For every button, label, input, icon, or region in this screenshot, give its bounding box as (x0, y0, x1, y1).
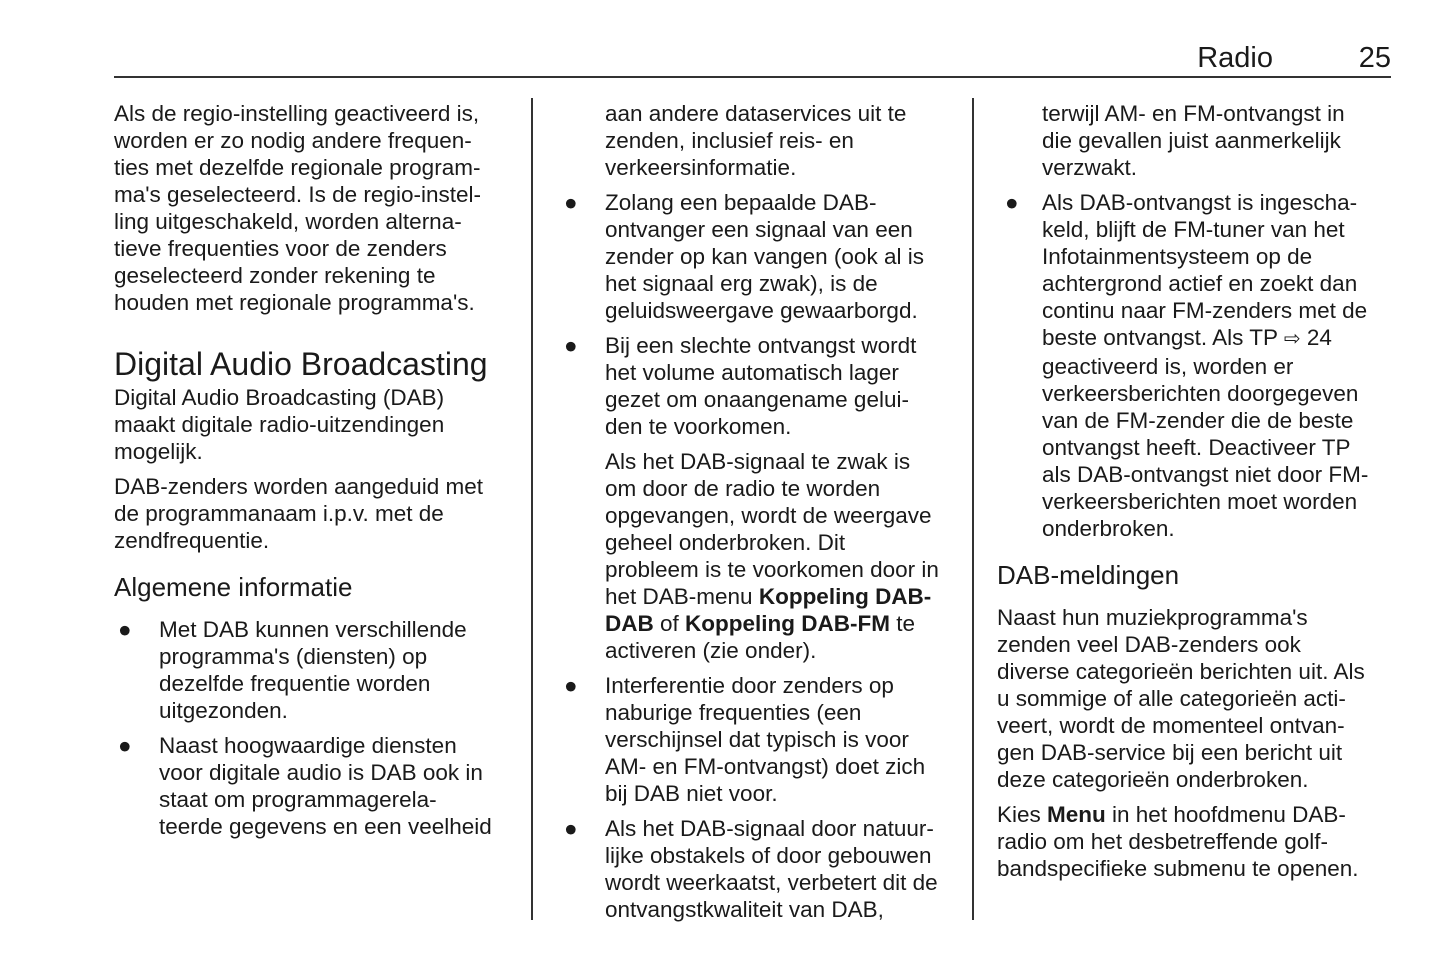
dab-messages-paragraph: Naast hun muziekprogramma's zenden veel DAB-zenders ook diverse categorieën berichten uit. Als u sommige of alle categorieën acti- veert, wordt de momenteel ontvan- gen DAB-service bij een bericht uit deze categorieën onderbroken. (997, 605, 1365, 792)
menu-instruction-paragraph: Kies Menu in het hoofdmenu DAB- radio om het desbetreffende golf- bandspecifieke submenu te openen. (997, 802, 1359, 881)
dab-station-paragraph: DAB-zenders worden aangeduid met de programmanaam i.p.v. met de zendfrequentie. (114, 474, 483, 553)
bullet-icon: ● (564, 333, 578, 358)
page-reference[interactable]: 24 (1300, 325, 1332, 350)
section-heading: Digital Audio Broadcasting (114, 346, 488, 382)
list-item: ● Bij een slechte ontvangst wordt het volume automatisch lager gezet om onaangename gelui- den te voorkomen. (564, 333, 917, 439)
column-divider (972, 98, 974, 920)
menu-option-ref: Koppeling DAB- (758, 584, 932, 609)
bullet-icon: ● (118, 733, 132, 758)
list-item: ● Als het DAB-signaal door natuur- lijke obstakels of door gebouwen wordt weerkaatst, verbetert dit de ontvangstkwaliteit van DAB, (564, 816, 938, 922)
column-divider (531, 98, 533, 920)
list-item: ● Naast hoogwaardige diensten voor digitale audio is DAB ook in staat om programmagerela- teerde gegevens en een veelheid (118, 733, 492, 839)
column-3 (997, 100, 1397, 890)
list-item: ● Zolang een bepaalde DAB- ontvanger een signaal van een zender op kan vangen (ook al is het signaal erg zwak), is de geluidsweergave gewaarborgd. (564, 190, 924, 323)
bullet-icon: ● (564, 673, 578, 698)
page-header (114, 40, 1391, 78)
bullet-icon: ● (564, 816, 578, 841)
bullet-icon: ● (564, 190, 578, 215)
page-number: 25 (1358, 42, 1391, 74)
menu-option-ref: DAB (605, 611, 654, 636)
section-title: Radio (1197, 42, 1273, 74)
subheading: Algemene informatie (114, 572, 353, 602)
column-2 (560, 100, 960, 931)
list-item-continuation: terwijl AM- en FM-ontvangst in die gevallen juist aanmerkelijk verzwakt. (1042, 101, 1345, 180)
page-reference-arrow-icon: ⇨ (1283, 328, 1301, 350)
list-item-paragraph: Als het DAB-signaal te zwak is om door de radio te worden opgevangen, wordt de weergave geheel onderbroken. Dit probleem is te voorkomen door in het DAB-menu Koppeling DAB- DAB of Koppeling DAB-FM te activeren (zie onder). (605, 449, 939, 663)
bullet-icon: ● (1005, 190, 1019, 215)
list-item: ● Als DAB-ontvangst is ingescha- keld, blijft de FM-tuner van het Infotainmentsysteem op de achtergrond actief en zoekt dan continu naar FM-zenders met de beste ontvangst. Als TP ⇨ 24 geactiveerd is, worden er verkeersberichten doorgegeven van de FM-zender die de beste ontvangst heeft. Deactiveer TP als DAB-ontvangst niet door FM- verkeersberichten moet worden onderbroken. (1005, 190, 1369, 541)
column-1 (114, 100, 514, 848)
intro-paragraph: Als de regio-instelling geactiveerd is, worden er zo nodig andere frequen- ties met dezelfde regionale program- ma's geselecteerd. Is de regio-instel- ling uitgeschakeld, worden alterna- tieve frequenties voor de zenders geselecteerd zonder rekening te houden met regionale programma's. (114, 101, 481, 315)
list-item: ● Met DAB kunnen verschillende programma's (diensten) op dezelfde frequentie worden uitgezonden. (118, 617, 467, 723)
list-item-continuation: aan andere dataservices uit te zenden, inclusief reis- en verkeersinformatie. (605, 101, 907, 180)
subheading: DAB-meldingen (997, 560, 1180, 590)
menu-option-ref: Menu (1047, 802, 1106, 827)
bullet-icon: ● (118, 617, 132, 642)
list-item: ● Interferentie door zenders op naburige frequenties (een verschijnsel dat typisch is voor AM- en FM-ontvangst) doet zich bij DAB niet voor. (564, 673, 926, 806)
dab-definition-paragraph: Digital Audio Broadcasting (DAB) maakt digitale radio-uitzendingen mogelijk. (114, 385, 445, 464)
menu-option-ref: Koppeling DAB-FM (685, 611, 890, 636)
